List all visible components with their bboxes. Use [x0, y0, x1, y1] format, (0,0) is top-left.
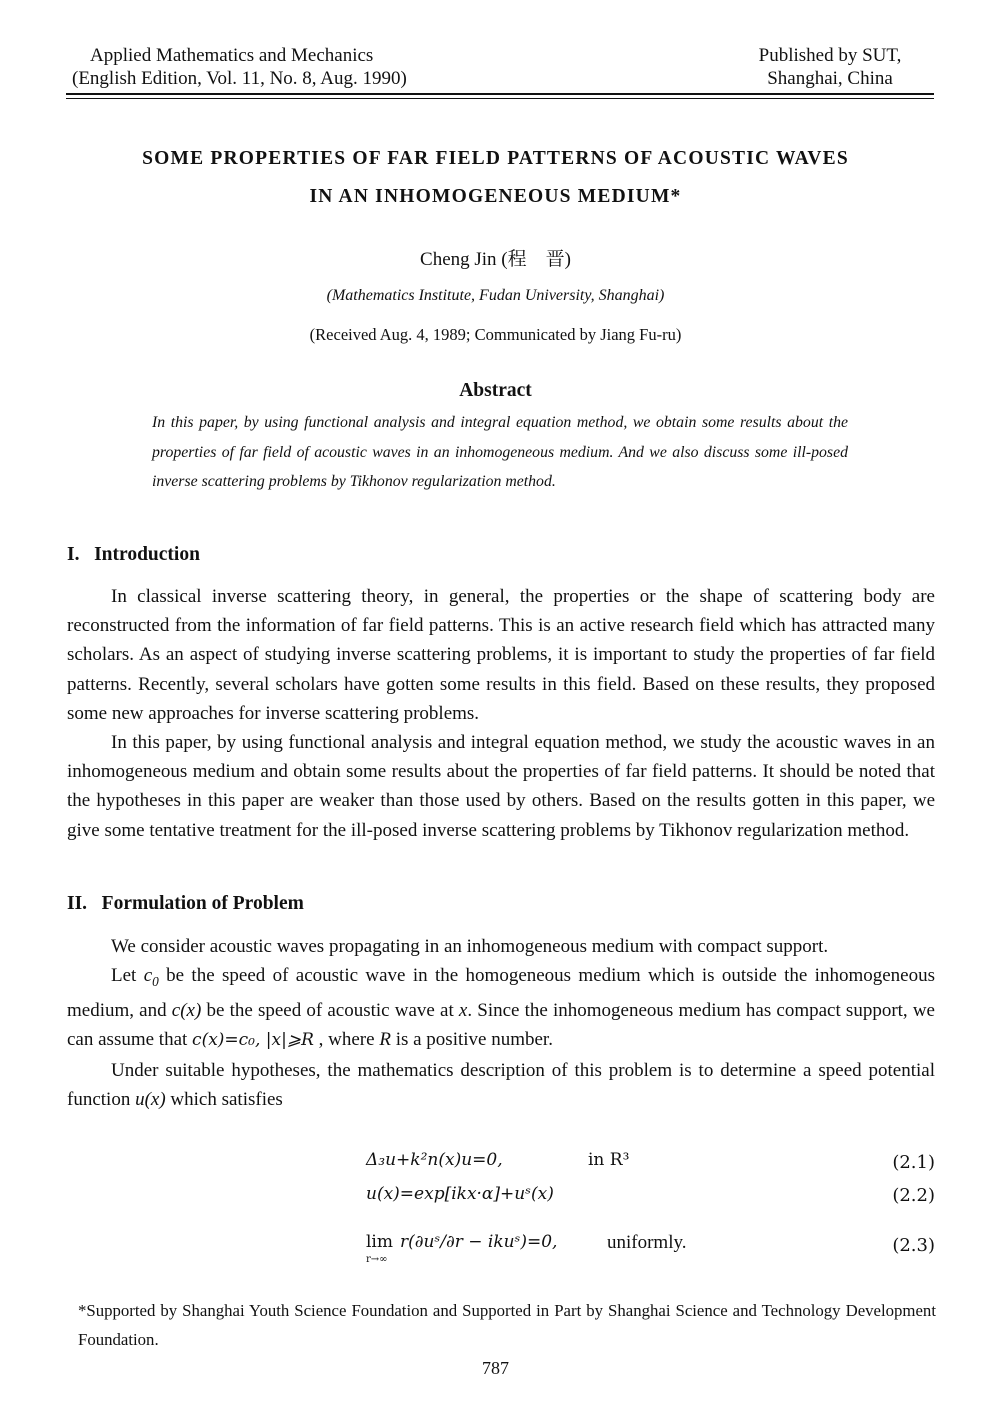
header-rule-top: [66, 93, 934, 95]
section-heading-introduction: I. Introduction: [67, 544, 200, 565]
footnote: *Supported by Shanghai Youth Science Foundation and Supported in Part by Shanghai Science and Technology Development Foundation.: [78, 1301, 936, 1349]
text-run: be the speed of acoustic wave in the homogeneous medium which is outside the inhomogeneous medium, and: [67, 965, 936, 1022]
publisher-line1: Published by SUT,: [758, 45, 902, 66]
equation-2-1: Δ₃u+k²n(x)u=0,: [366, 1150, 503, 1170]
formulation-body: [67, 932, 935, 1114]
paper-title-line1: SOME PROPERTIES OF FAR FIELD PATTERNS OF ACOUSTIC WAVES: [142, 148, 849, 169]
received-line: (Received Aug. 4, 1989; Communicated by Jiang Fu-ru): [309, 325, 682, 344]
abstract-text: In this paper, by using functional analysis and integral equation method, we obtain some results about the properties of far field of acoustic waves in an inhomogeneous medium. And we also discuss some ill-posed inverse scattering problems by Tikhonov regularization method.: [152, 414, 848, 490]
formulation-paragraph-3: [67, 1056, 935, 1114]
introduction-paragraph-1: In classical inverse scattering theory, in general, the properties or the shape of scattering body are reconstructed from the information of far field patterns. This is an active research field which has attracted many scholars. As an aspect of studying inverse scattering problems, it is important to study the properties of far field patterns. Recently, several scholars have gotten some results in this field. Based on these results, they proposed some new approaches for inverse scattering problems.: [67, 586, 935, 724]
page-number: 787: [482, 1358, 509, 1378]
text-run: , where: [313, 1029, 380, 1051]
abstract-heading: Abstract: [459, 380, 532, 401]
equation-2-2: u(x)=exp[ikx·α]+uˢ(x): [366, 1184, 554, 1204]
text-run: is a positive number.: [390, 1029, 553, 1051]
section-heading-formulation: II. Formulation of Problem: [67, 893, 304, 914]
introduction-paragraph-2: In this paper, by using functional analysis and integral equation method, we study the acoustic waves in an inhomogeneous medium and obtain some results about the properties of far field patterns. It should be noted that the hypotheses in this paper are weaker than those used by others. Based on the results gotten in this paper, we give some tentative treatment for the ill-posed inverse scattering problems by Tikhonov regularization method.: [67, 732, 935, 841]
equation-number-2-1: (2.1): [892, 1152, 935, 1173]
text-run: Let: [111, 965, 144, 987]
math-inline-condition: c(x)=c₀, |x|⩾R: [192, 1030, 314, 1051]
math-x: x: [458, 1000, 468, 1022]
text-run: be the speed of acoustic wave at: [201, 1000, 459, 1022]
equation-number-2-2: (2.2): [892, 1185, 935, 1206]
header-rule-bottom: [66, 98, 934, 99]
math-R: R: [379, 1029, 391, 1051]
math-c0: [143, 965, 159, 989]
text-run: which satisfies: [165, 1088, 283, 1110]
paper-title-line2: IN AN INHOMOGENEOUS MEDIUM*: [309, 186, 682, 207]
equation-2-1-domain: in R³: [588, 1150, 630, 1170]
math-subscript: 0: [152, 974, 159, 989]
equation-2-3: r(∂uˢ/∂r − ikuˢ)=0,: [400, 1232, 558, 1252]
affiliation: (Mathematics Institute, Fudan University, Shanghai): [326, 287, 665, 304]
journal-name: Applied Mathematics and Mechanics: [90, 45, 374, 66]
equation-number-2-3: (2.3): [892, 1235, 935, 1256]
introduction-body: [67, 582, 935, 845]
math-symbol: c: [143, 965, 153, 987]
journal-issue: (English Edition, Vol. 11, No. 8, Aug. 1990): [72, 68, 407, 89]
equation-2-3-limit-subscript: r→∞: [366, 1254, 388, 1265]
publisher-line2: Shanghai, China: [767, 68, 893, 89]
formulation-paragraph-1: We consider acoustic waves propagating in an inhomogeneous medium with compact support.: [111, 936, 829, 957]
text-run: Under suitable hypotheses, the mathematics description of this problem is to determine a speed potential function: [67, 1059, 935, 1110]
math-ux: u(x): [135, 1088, 166, 1110]
equation-2-3-qualifier: uniformly.: [607, 1232, 687, 1253]
formulation-paragraph-2: [67, 961, 935, 1055]
text-run: . Since the inhomogeneous medium has compact support, we can assume that: [67, 1000, 935, 1051]
equation-2-3-limit: lim: [366, 1232, 393, 1252]
author: Cheng Jin (程 晋): [420, 249, 571, 270]
math-cx: c(x): [171, 1000, 202, 1022]
